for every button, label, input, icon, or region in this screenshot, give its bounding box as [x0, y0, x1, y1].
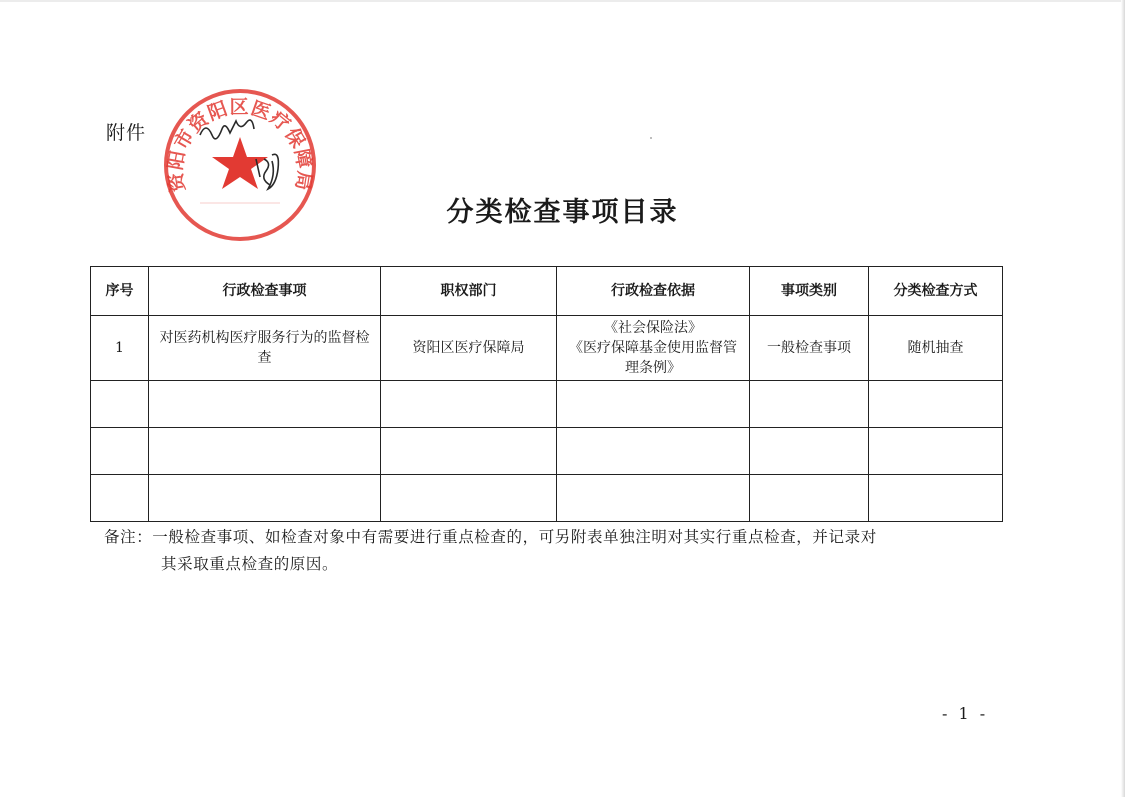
empty-table-row — [91, 381, 1003, 428]
document-title: 分类检查事项目录 — [446, 197, 679, 228]
svg-text:资阳市资阳区医疗保障局: 资阳市资阳区医疗保障局 — [164, 96, 316, 194]
attachment-label: 附件 — [106, 122, 147, 144]
page-edge-right — [1121, 0, 1125, 797]
remark-line-1: 备注：一般检查事项、如检查对象中有需要进行重点检查的，可另附表单独注明对其实行重点检查，并记录对 — [104, 528, 877, 546]
cell-department: 资阳区医疗保障局 — [381, 316, 557, 381]
page-edge-top — [0, 0, 1125, 2]
scan-speck — [650, 137, 652, 139]
remark-line-2: 其采取重点检查的原因。 — [161, 555, 339, 573]
cell-inspection-item: 对医药机构医疗服务行为的监督检查 — [149, 316, 381, 381]
empty-table-row — [91, 475, 1003, 522]
header-inspection-item: 行政检查事项 — [149, 267, 381, 316]
cell-basis — [557, 316, 750, 381]
empty-table-row — [91, 428, 1003, 475]
basis-line: 《社会保险法》 — [604, 320, 702, 336]
seal-star-icon — [212, 137, 268, 189]
header-category: 事项类别 — [750, 267, 869, 316]
basis-line: 《医疗保障基金使用监督管理条例》 — [569, 340, 737, 376]
header-basis: 行政检查依据 — [557, 267, 750, 316]
remark-note — [104, 524, 1004, 578]
table-header-row — [91, 267, 1003, 316]
header-department: 职权部门 — [381, 267, 557, 316]
cell-index: 1 — [91, 316, 149, 381]
header-method: 分类检查方式 — [869, 267, 1003, 316]
cell-method: 随机抽查 — [869, 316, 1003, 381]
cell-category: 一般检查事项 — [750, 316, 869, 381]
page-number: - 1 - — [942, 704, 989, 723]
inspection-items-table — [90, 266, 1003, 522]
header-index: 序号 — [91, 267, 149, 316]
table-row — [91, 316, 1003, 381]
